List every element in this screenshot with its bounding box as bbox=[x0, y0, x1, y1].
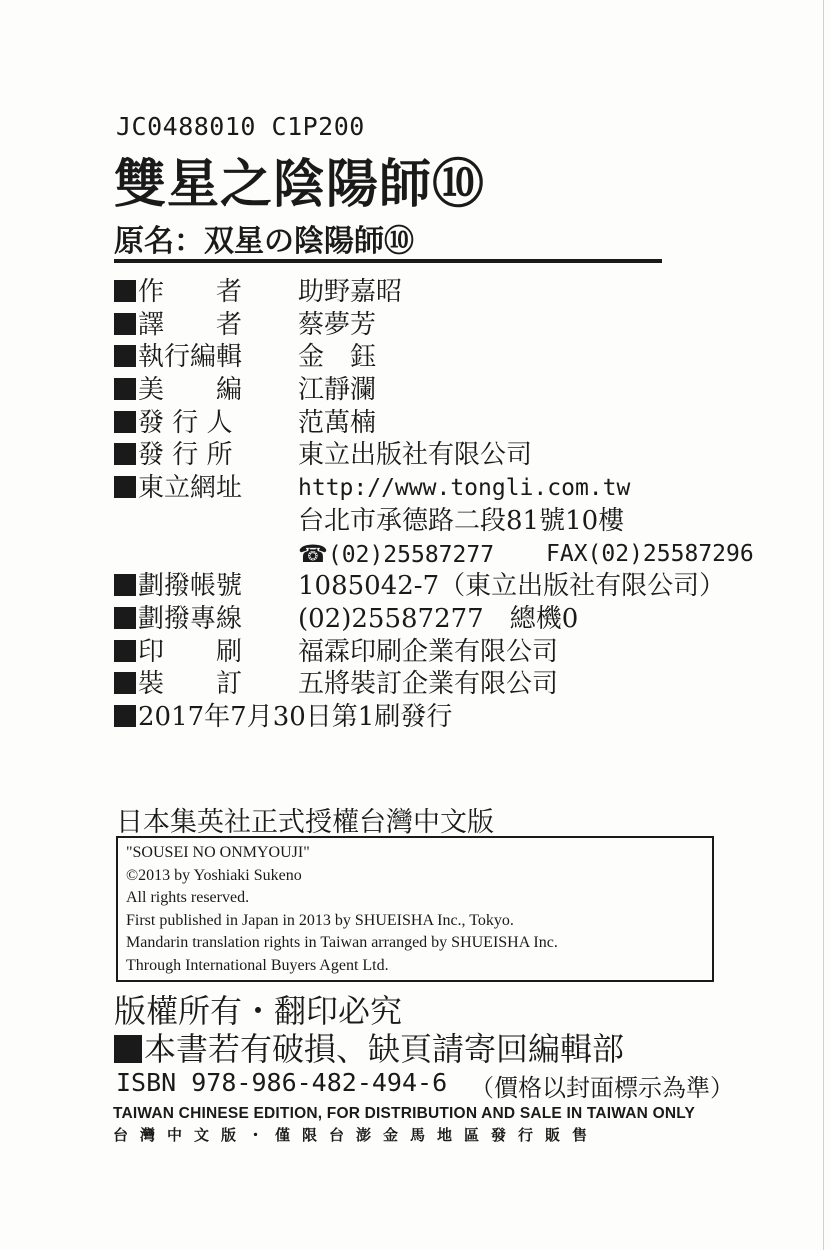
bullet-square bbox=[114, 607, 136, 629]
credit-label: 劃撥帳號 bbox=[138, 571, 243, 602]
credit-value: 金 鈺 bbox=[298, 342, 377, 373]
credit-value: (02)25587277 總機0 bbox=[298, 603, 579, 634]
bullet-square bbox=[114, 476, 136, 498]
credit-label: 東立網址 bbox=[138, 473, 243, 504]
credit-label: 譯 者 bbox=[138, 309, 243, 340]
credit-label: 發 行 人 bbox=[138, 407, 233, 438]
bullet-square bbox=[114, 378, 136, 400]
damage-notice-line bbox=[114, 1024, 624, 1070]
bullet-square bbox=[114, 443, 136, 465]
credit-row-author bbox=[114, 276, 774, 309]
credit-label: 美 編 bbox=[138, 375, 243, 406]
phone-row bbox=[114, 538, 774, 571]
credit-row-postal-account bbox=[114, 570, 774, 603]
credit-value: 福霖印刷企業有限公司 bbox=[298, 636, 559, 667]
book-title: 雙星之陰陽師⑩ bbox=[114, 154, 486, 215]
credit-row-publishing-house bbox=[114, 439, 774, 472]
bullet-square bbox=[114, 672, 136, 694]
original-title: 原名：双星の陰陽師⑩ bbox=[114, 224, 414, 259]
credit-label: 執行編輯 bbox=[138, 342, 243, 373]
bullet-square bbox=[114, 574, 136, 596]
credit-value: 蔡夢芳 bbox=[298, 309, 377, 340]
bullet-square bbox=[114, 1035, 142, 1063]
credit-value: 東立出版社有限公司 bbox=[298, 440, 533, 471]
title-divider bbox=[114, 259, 662, 263]
credit-row-publisher bbox=[114, 407, 774, 440]
credit-value: 1085042-7（東立出版社有限公司） bbox=[298, 571, 726, 602]
address-value: 台北市承德路二段81號10樓 bbox=[298, 505, 625, 536]
credit-value: 五將裝訂企業有限公司 bbox=[298, 669, 559, 700]
credit-row-postal-line bbox=[114, 603, 774, 636]
price-note: （價格以封面標示為準） bbox=[470, 1074, 734, 1102]
copyright-line: ©2013 by Yoshiaki Sukeno bbox=[126, 866, 302, 884]
copyright-line: All rights reserved. bbox=[126, 889, 250, 907]
copyright-line: "SOUSEI NO ONMYOUJI" bbox=[126, 844, 310, 861]
copyright-line: Mandarin translation rights in Taiwan arranged by SHUEISHA Inc. bbox=[126, 934, 558, 952]
bullet-square bbox=[114, 411, 136, 433]
distribution-chinese: 台灣中文版・僅限台澎金馬地區發行販售 bbox=[113, 1126, 600, 1144]
page-edge-line bbox=[823, 0, 824, 1250]
phone-value: (02)25587277 bbox=[327, 541, 495, 568]
copyright-line: First published in Japan in 2013 by SHUEISHA Inc., Tokyo. bbox=[126, 911, 514, 929]
credit-value: 江靜瀾 bbox=[298, 375, 377, 406]
address-row bbox=[114, 505, 774, 538]
bullet-square bbox=[114, 280, 136, 302]
credit-label: 作 者 bbox=[138, 277, 243, 307]
damage-notice: 本書若有破損、缺頁請寄回編輯部 bbox=[144, 1030, 625, 1068]
credit-label: 劃撥專線 bbox=[138, 603, 243, 634]
credit-row-translator bbox=[114, 309, 774, 342]
telephone-icon: ☎ bbox=[298, 539, 328, 568]
isbn: ISBN 978-986-482-494-6 bbox=[116, 1068, 448, 1097]
credit-label: 裝 訂 bbox=[138, 669, 243, 700]
product-code: JC0488010 C1P200 bbox=[116, 112, 365, 141]
print-date-row bbox=[114, 701, 774, 734]
credit-value: 范萬楠 bbox=[298, 407, 377, 438]
license-line: 日本集英社正式授權台灣中文版 bbox=[116, 807, 494, 838]
fax-value: FAX(02)25587296 bbox=[546, 540, 754, 567]
rights-reserved: 版權所有・翻印必究 bbox=[114, 992, 403, 1030]
bullet-square bbox=[114, 345, 136, 367]
credits-block bbox=[114, 276, 774, 734]
credit-row-printing bbox=[114, 636, 774, 669]
copyright-line: Through International Buyers Agent Ltd. bbox=[126, 956, 389, 974]
distribution-english: TAIWAN CHINESE EDITION, FOR DISTRIBUTION AND SALE IN TAIWAN ONLY bbox=[113, 1105, 696, 1122]
credit-row-designer bbox=[114, 374, 774, 407]
website-link[interactable]: http://www.tongli.com.tw bbox=[298, 475, 631, 502]
credit-row-website bbox=[114, 472, 774, 505]
copyright-box bbox=[116, 836, 714, 982]
credit-label: 發 行 所 bbox=[138, 440, 233, 471]
bullet-square bbox=[114, 705, 136, 727]
bullet-square bbox=[114, 640, 136, 662]
bullet-square bbox=[114, 313, 136, 335]
credit-row-editor bbox=[114, 341, 774, 374]
credit-row-binding bbox=[114, 668, 774, 701]
print-date: 2017年7月30日第1刷發行 bbox=[138, 701, 453, 732]
credit-value: 助野嘉昭 bbox=[298, 277, 403, 307]
credit-label: 印 刷 bbox=[138, 636, 243, 667]
